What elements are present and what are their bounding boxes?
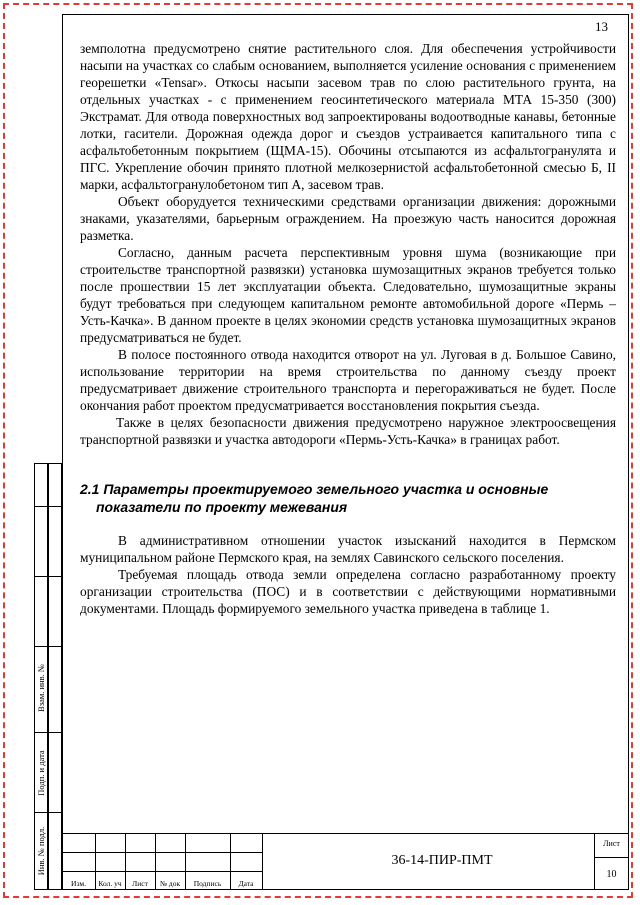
- stamp-col-izm: Изм.: [71, 879, 86, 888]
- side-row: [34, 463, 62, 507]
- side-row: [34, 577, 62, 647]
- side-stamp-block: [34, 463, 62, 890]
- paragraph: В полосе постоянного отвода находится отворот на ул. Луговая в д. Большое Савино, использование территории на время строительства по данному съезду проект предусматривает движение строительного транспорта и перегораживаться не будет. После окончания работ проектом предусматривается восстановления покрытия съезда.: [80, 347, 616, 413]
- paragraph: В административном отношении участок изысканий находится в Пермском муниципальном районе Пермского края, на землях Савинского сельского поселения.: [80, 533, 616, 565]
- document-code: 36-14-ПИР-ПМТ: [391, 853, 493, 868]
- stamp-col-list: Лист: [132, 879, 148, 888]
- inv-podl-label: Инв. № подл.: [36, 826, 46, 876]
- stamp-col-ndok: № док: [159, 879, 181, 888]
- side-row: [34, 507, 62, 577]
- podp-data-label: Подп. и дата: [36, 750, 46, 796]
- stamp-col-data: Дата: [238, 879, 254, 888]
- vzam-inv-label: Взам. инв. №: [36, 664, 46, 712]
- paragraph: Требуемая площадь отвода земли определена согласно разработанному проекту организации строительства (ПОС) и в соответствии с действующими нормативными документами. Площадь формируемого земельного участка приведена в таблице 1.: [80, 567, 616, 616]
- document-body: [80, 40, 616, 617]
- sheet-label: Лист: [603, 839, 620, 848]
- heading-line-2: показатели по проекту межевания: [96, 499, 348, 515]
- paragraph: Согласно, данным расчета перспективным уровня шума (возникающие при строительстве транспортной развязки) установка шумозащитных экранов требуется только после прошествии 15 лет эксплуатации объекта. Следовательно, шумозащитные экраны будут требоваться при следующем капитальном ремонте автомобильной дороге «Пермь – Усть-Качка». В данном проекте в целях экономии средств установка шумозащитных экранов предусматриваться не будет.: [80, 245, 616, 345]
- stamp-row-line: [594, 857, 629, 858]
- heading-line-1: 2.1 Параметры проектируемого земельного участка и основные: [80, 481, 549, 497]
- stamp-row-line: [62, 852, 262, 853]
- stamp-col-line: [262, 833, 263, 890]
- stamp-row-line: [62, 871, 262, 872]
- section-heading: [80, 480, 616, 516]
- paragraph: земполотна предусмотрено снятие растительного слоя. Для обеспечения устройчивости насыпи на участках со слабым основанием, выполняется усиление основания с применением георешетки «Tensar». Откосы насыпи засевом трав по слою растительного грунта, на отдельных участках - с применением геосинтетического материала МТА 15-350 (300) Экстрамат. Для отвода поверхностных вод запроектированы водоотводные канавы, бетонные лотки, гасители. Дорожная одежда дорог и съездов устраивается капитального типа с асфальтобетонным покрытием (ЩМА-15). Обочины отсыпаются из асфальтогранулята и ПГС. Укрепление обочин принято плотной мелкозернистой асфальтобетонной смесью Б, II марки, асфальтогранулобетоном тип А, засевом трав.: [80, 41, 616, 192]
- title-block: [62, 833, 629, 890]
- stamp-col-kol: Кол. уч: [98, 879, 122, 888]
- paragraph: Также в целях безопасности движения предусмотрено наружное электроосвещения транспортной развязки и участка автодороги «Пермь-Усть-Качка» в границах работ.: [80, 415, 616, 447]
- stamp-col-podpis: Подпись: [193, 879, 222, 888]
- paragraph: Объект оборудуется техническими средствами организации движения: дорожными знаками, указателями, барьерным ограждением. На проезжую часть наносится дорожная разметка.: [80, 194, 616, 243]
- stamp-top-line: [62, 833, 629, 834]
- sheet-number: 10: [606, 869, 617, 880]
- page-number: 13: [595, 19, 608, 34]
